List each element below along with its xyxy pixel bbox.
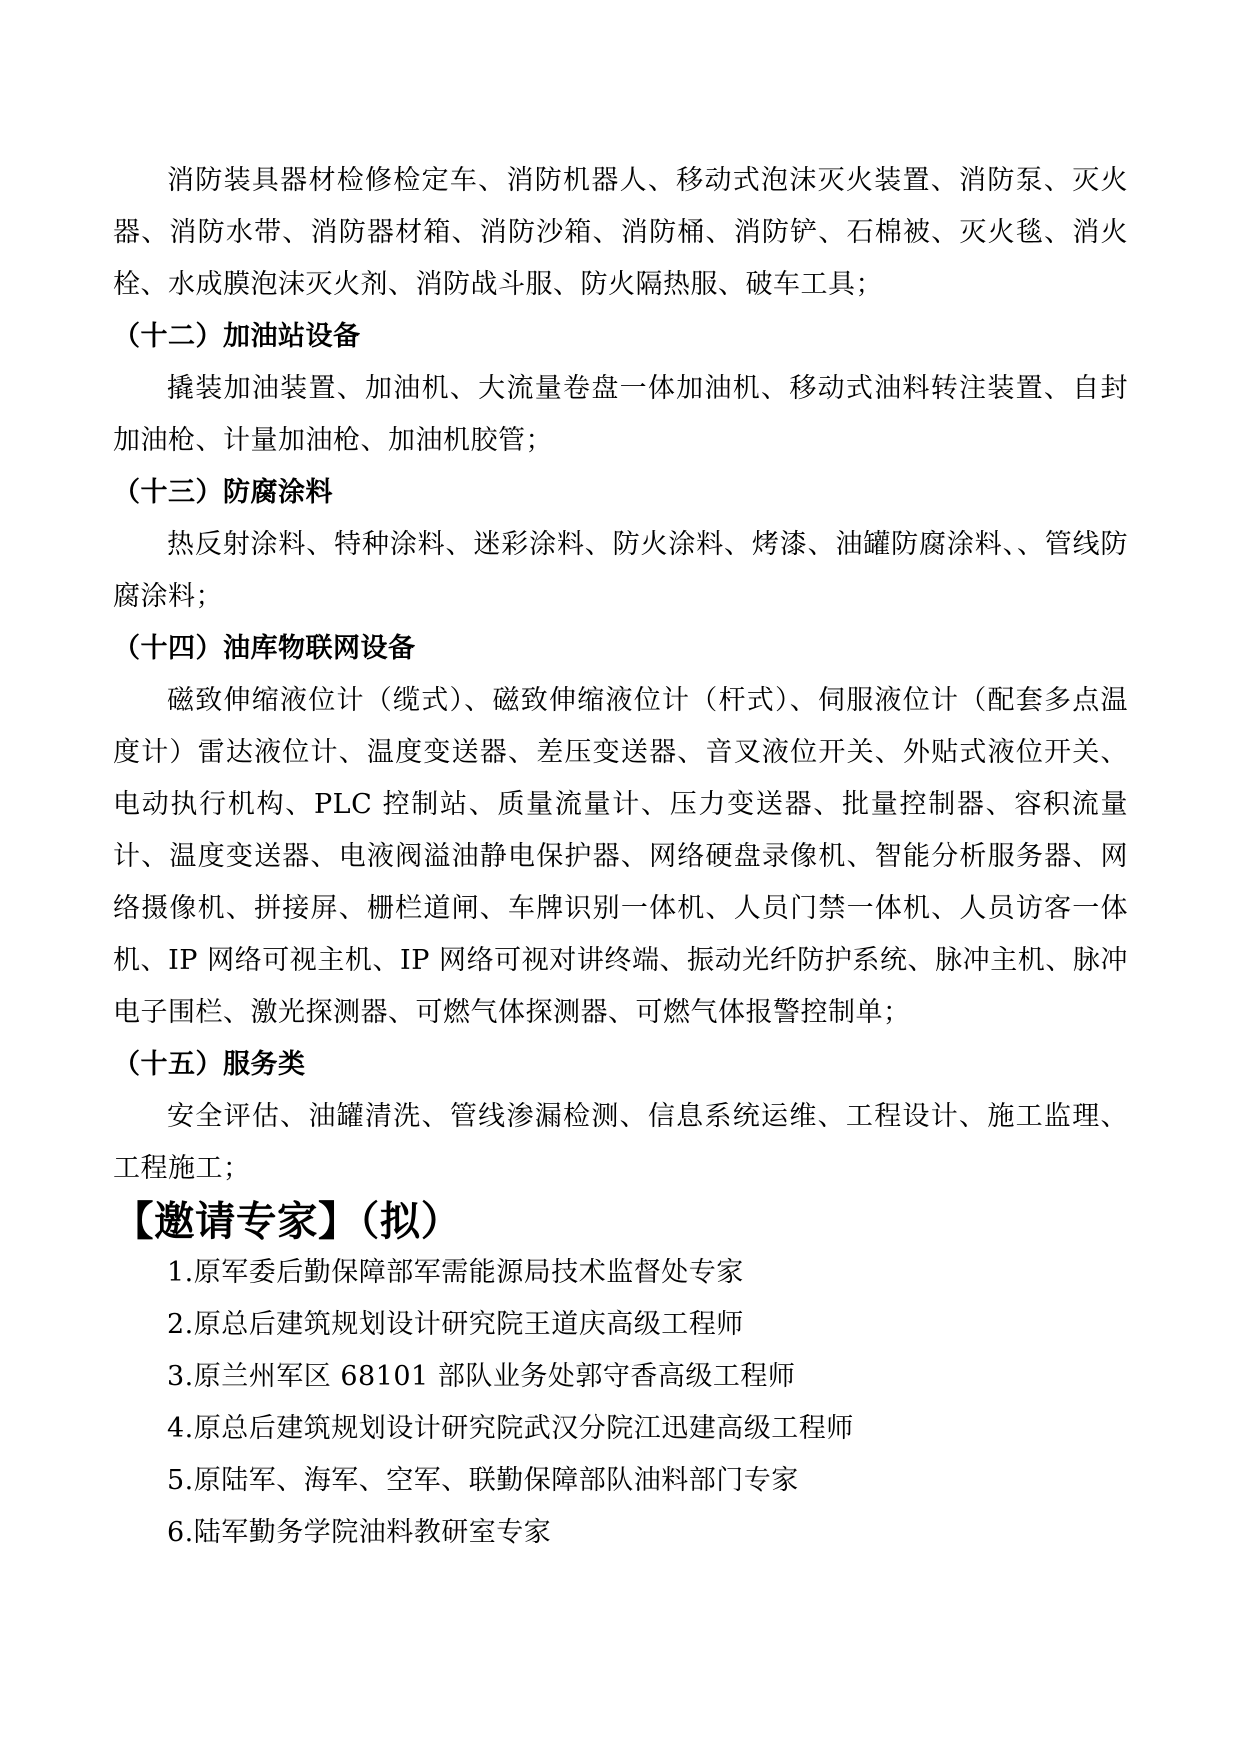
expert-item: 6.陆军勤务学院油料教研室专家 — [167, 1517, 552, 1548]
expert-item: 5.原陆军、海军、空军、联勤保障部队油料部门专家 — [167, 1465, 799, 1496]
fire-equipment-paragraph: 消防装具器材检修检定车、消防机器人、移动式泡沫灭火装置、消防泵、灭火器、消防水带、消防器材箱、消防沙箱、消防桶、消防铲、石棉被、灭火毯、消火栓、水成膜泡沫灭火剂、消防战斗服、防火隔热服、破车工具； — [113, 165, 1128, 300]
section-heading-services: （十五）服务类 — [113, 1049, 306, 1080]
expert-item: 4.原总后建筑规划设计研究院武汉分院江迅建高级工程师 — [167, 1413, 854, 1444]
expert-item: 1.原军委后勤保障部军需能源局技术监督处专家 — [167, 1257, 744, 1288]
services-paragraph: 安全评估、油罐清洗、管线渗漏检测、信息系统运维、工程设计、施工监理、工程施工； — [113, 1101, 1128, 1184]
section-heading-iot: （十四）油库物联网设备 — [113, 633, 416, 664]
expert-item: 2.原总后建筑规划设计研究院王道庆高级工程师 — [167, 1309, 744, 1340]
document-body — [113, 155, 1128, 1559]
experts-list — [113, 1247, 1128, 1559]
iot-paragraph: 磁致伸缩液位计（缆式）、磁致伸缩液位计（杆式）、伺服液位计（配套多点温度计）雷达液位计、温度变送器、差压变送器、音叉液位开关、外贴式液位开关、电动执行机构、PLC 控制站、质量流量计、压力变送器、批量控制器、容积流量计、温度变送器、电液阀溢油静电保护器、网络硬盘录像机、智能分析服务器、网络摄像机、拼接屏、栅栏道闸、车牌识别一体机、人员门禁一体机、人员访客一体机、IP 网络可视主机、IP 网络可视对讲终端、振动光纤防护系统、脉冲主机、脉冲电子围栏、激光探测器、可燃气体探测器、可燃气体报警控制单； — [113, 685, 1128, 1028]
section-heading-fuel-station: （十二）加油站设备 — [113, 321, 361, 352]
experts-heading: 【邀请专家】（拟） — [113, 1197, 462, 1245]
section-heading-coatings: （十三）防腐涂料 — [113, 477, 333, 508]
coatings-paragraph: 热反射涂料、特种涂料、迷彩涂料、防火涂料、烤漆、油罐防腐涂料、、管线防腐涂料； — [113, 529, 1128, 612]
expert-item: 3.原兰州军区 68101 部队业务处郭守香高级工程师 — [167, 1361, 796, 1392]
fuel-station-paragraph: 撬装加油装置、加油机、大流量卷盘一体加油机、移动式油料转注装置、自封加油枪、计量加油枪、加油机胶管； — [113, 373, 1128, 456]
